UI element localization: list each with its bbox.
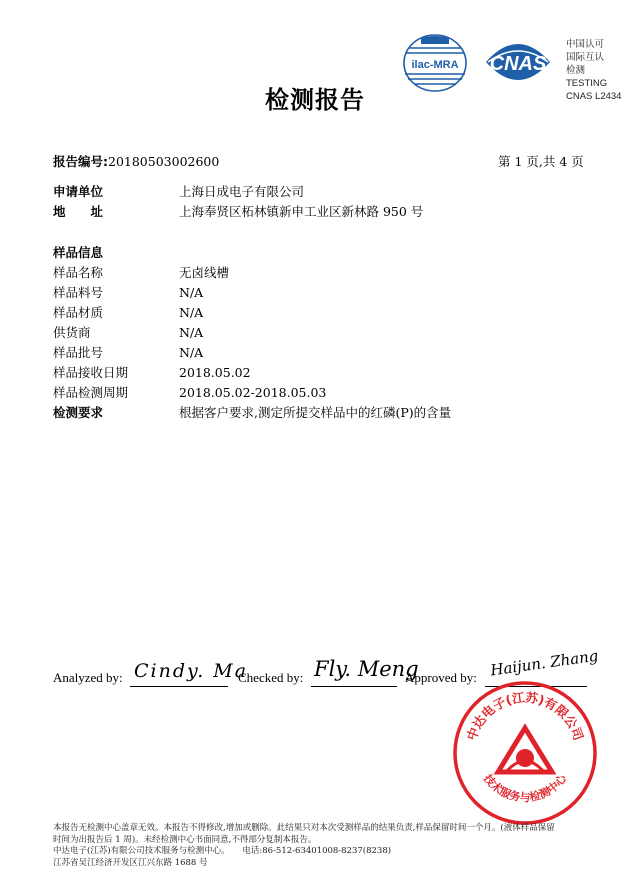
stamp-emblem-icon (498, 728, 552, 772)
footer-line: 江苏省吴江经济开发区江兴东路 1688 号 (53, 857, 208, 868)
approved-signature: Haijun. Zhang (489, 646, 600, 680)
sample-field-label: 样品材质 (53, 305, 104, 320)
report-number-label: 报告编号: (53, 154, 108, 169)
checked-by-label: Checked by: (238, 670, 304, 685)
analyzed-signature-line (130, 686, 228, 687)
cnas-logo-text: CNAS (489, 53, 547, 75)
sample-field-value: N/A (179, 305, 204, 320)
sample-field-label: 样品料号 (53, 285, 104, 300)
cnas-accreditation-text (566, 38, 621, 103)
footer-line: 中达电子(江苏)有限公司技术服务与检测中心。 电话:86-512-63401008-8237(8238) (53, 846, 392, 857)
sample-section-label: 样品信息 (53, 245, 104, 260)
applicant-address-label: 地 址 (53, 204, 104, 219)
report-number (53, 152, 219, 172)
cnas-logo (476, 32, 560, 98)
applicant-unit-value: 上海日成电子有限公司 (179, 184, 305, 199)
cnas-line: 检测 (566, 65, 586, 76)
ilac-logo-text: ilac-MRA (411, 59, 459, 71)
approved-by-label: Approved by: (405, 670, 477, 685)
requirement-value: 根据客户要求,测定所提交样品中的红磷(P)的含量 (179, 405, 452, 420)
checked-signature: Fly. Meng (314, 657, 419, 681)
sample-field-value: 无卤线槽 (179, 265, 230, 280)
sample-field-value: N/A (179, 285, 204, 300)
analyzed-signature: Cindy. Ma (134, 660, 249, 682)
sample-field-value: 2018.05.02 (179, 365, 251, 380)
footer-line: 本报告无检测中心盖章无效。本报告不得修改,增加或删除。此结果只对本次受测样品的结果负责,样品保留时间一个月。(液体样品保留 (53, 823, 555, 833)
sample-field-label: 样品名称 (53, 265, 104, 280)
analyzed-by-label: Analyzed by: (53, 670, 123, 685)
stamp-bottom-text: 技术服务与检测中心 (480, 772, 570, 805)
sample-field-label: 供货商 (53, 325, 91, 340)
footer-line: 时间为出报告后 1 周)。未经检测中心书面同意,不得部分复制本报告。 (53, 834, 317, 845)
company-seal-stamp (452, 680, 598, 830)
report-number-value: 20180503002600 (108, 154, 220, 169)
sample-field-label: 样品批号 (53, 345, 104, 360)
sample-field-label: 样品接收日期 (53, 365, 129, 380)
stamp-top-text: 中达电子(江苏)有限公司 (463, 689, 587, 743)
page-title: 检测报告 (265, 86, 365, 114)
sample-field-value: N/A (179, 325, 204, 340)
sample-field-value: N/A (179, 345, 204, 360)
report-footer (53, 823, 593, 869)
ilac-mra-logo (401, 32, 469, 98)
cnas-line: 国际互认 (566, 52, 605, 63)
cnas-line: TESTING (566, 78, 608, 89)
checked-signature-line (311, 686, 397, 687)
cnas-line: 中国认可 (566, 39, 605, 50)
sample-field-value: 2018.05.02-2018.05.03 (179, 385, 327, 400)
applicant-unit-label: 申请单位 (53, 184, 104, 199)
applicant-address-value: 上海奉贤区柘林镇新申工业区新林路 950 号 (179, 204, 424, 219)
cnas-line: CNAS L2434 (566, 91, 622, 102)
page-info: 第 1 页,共 4 页 (498, 154, 584, 169)
requirement-label: 检测要求 (53, 405, 104, 420)
sample-field-label: 样品检测周期 (53, 385, 129, 400)
